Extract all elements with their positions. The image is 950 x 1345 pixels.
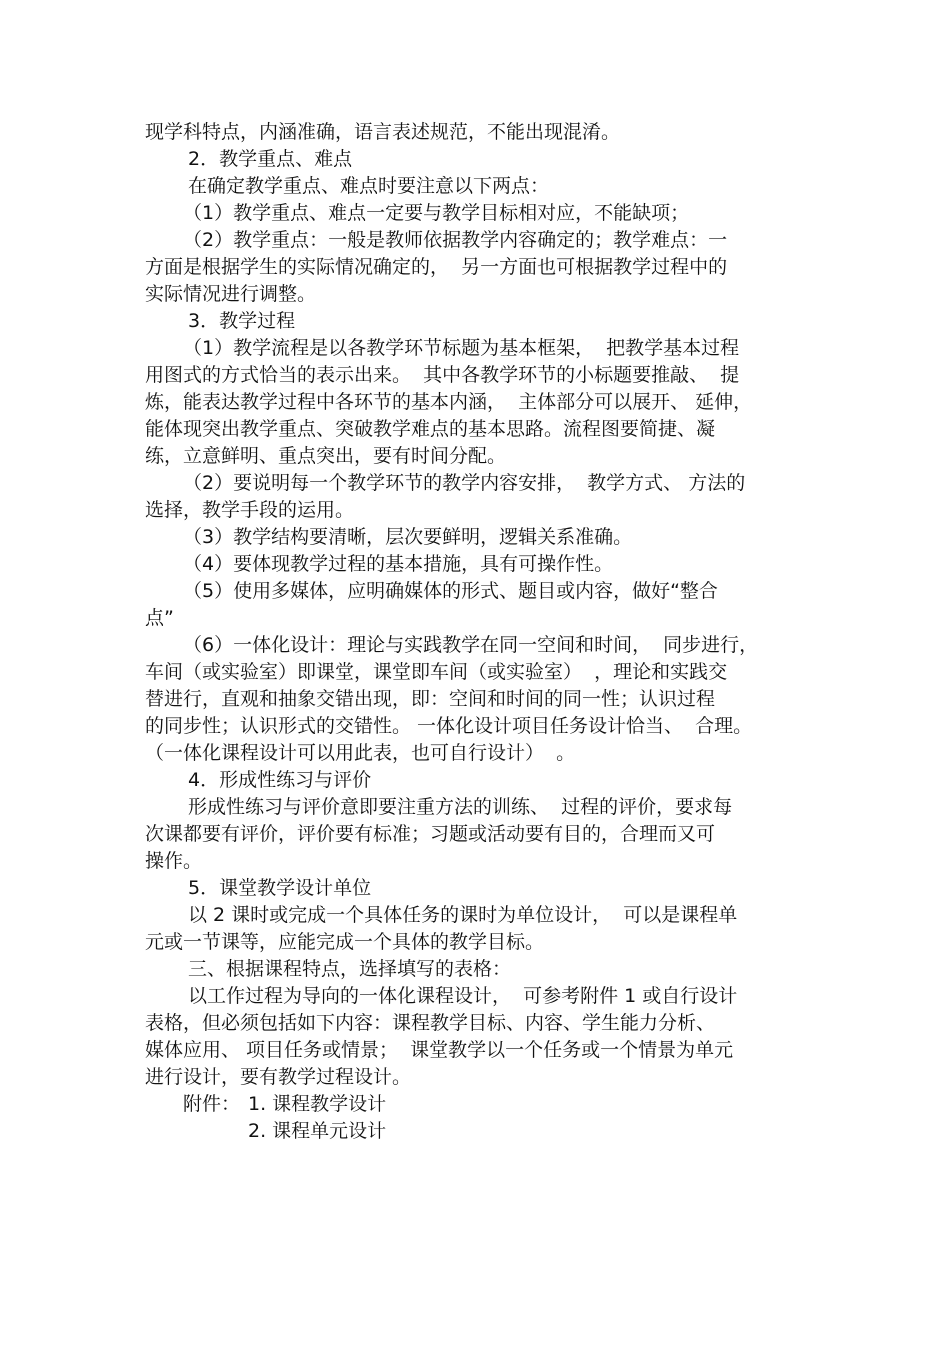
- attachment-item: 1. 课程教学设计: [248, 1093, 387, 1115]
- text-line: 表格，但必须包括如下内容：课程教学目标、内容、学生能力分析、: [145, 1012, 716, 1034]
- text-line: 点”: [145, 607, 174, 629]
- text-line: 形成性练习与评价意即要注重方法的训练、 过程的评价，要求每: [188, 796, 733, 818]
- list-item: （6）一体化设计：理论与实践教学在同一空间和时间， 同步进行，: [183, 634, 759, 656]
- text-line: 方面是根据学生的实际情况确定的， 另一方面也可根据教学过程中的: [145, 256, 728, 278]
- list-item: （5）使用多媒体，应明确媒体的形式、题目或内容，做好“整合: [183, 580, 718, 602]
- list-item: （3）教学结构要清晰，层次要鲜明，逻辑关系准确。: [183, 526, 633, 548]
- section-heading: 3．教学过程: [188, 310, 296, 332]
- section-heading: 三、根据课程特点，选择填写的表格：: [188, 958, 512, 980]
- list-item: （1）教学重点、难点一定要与教学目标相对应，不能缺项；: [183, 202, 690, 224]
- list-item: （2）要说明每一个教学环节的教学内容安排， 教学方式、 方法的: [183, 472, 746, 494]
- text-line: 现学科特点，内涵准确，语言表述规范，不能出现混淆。: [145, 121, 621, 143]
- text-line: （一体化课程设计可以用此表，也可自行设计） 。: [145, 742, 576, 764]
- text-line: 操作。: [145, 850, 203, 872]
- attachment-item: 2. 课程单元设计: [248, 1120, 387, 1142]
- text-line: 车间（或实验室）即课堂，课堂即车间（或实验室） ，理论和实践交: [145, 661, 728, 683]
- section-heading: 4．形成性练习与评价: [188, 769, 372, 791]
- text-line: 实际情况进行调整。: [145, 283, 317, 305]
- text-line: 能体现突出教学重点、突破教学难点的基本思路。流程图要简捷、凝: [145, 418, 716, 440]
- text-line: 替进行，直观和抽象交错出现，即：空间和时间的同一性；认识过程: [145, 688, 716, 710]
- text-line: 用图式的方式恰当的表示出来。 其中各教学环节的小标题要推敲、 提: [145, 364, 740, 386]
- text-line: 在确定教学重点、难点时要注意以下两点：: [188, 175, 550, 197]
- text-line: 进行设计，要有教学过程设计。: [145, 1066, 412, 1088]
- list-item: （2）教学重点：一般是教师依据教学内容确定的；教学难点：一: [183, 229, 728, 251]
- text-line: 以 2 课时或完成一个具体任务的课时为单位设计， 可以是课程单: [188, 904, 738, 926]
- text-line: 炼，能表达教学过程中各环节的基本内涵， 主体部分可以展开、 延伸，: [145, 391, 753, 413]
- text-line: 的同步性；认识形式的交错性。 一体化设计项目任务设计恰当、 合理。: [145, 715, 753, 737]
- list-item: （1）教学流程是以各教学环节标题为基本框架， 把教学基本过程: [183, 337, 740, 359]
- section-heading: 2．教学重点、难点: [188, 148, 353, 170]
- text-line: 元或一节课等，应能完成一个具体的教学目标。: [145, 931, 545, 953]
- text-line: 以工作过程为导向的一体化课程设计， 可参考附件 1 或自行设计: [188, 985, 738, 1007]
- section-heading: 5．课堂教学设计单位: [188, 877, 372, 899]
- list-item: （4）要体现教学过程的基本措施，具有可操作性。: [183, 553, 614, 575]
- text-line: 媒体应用、 项目任务或情景； 课堂教学以一个任务或一个情景为单元: [145, 1039, 734, 1061]
- attachments-label: 附件：: [183, 1093, 241, 1115]
- text-line: 选择，教学手段的运用。: [145, 499, 355, 521]
- text-line: 次课都要有评价，评价要有标准；习题或活动要有目的，合理而又可: [145, 823, 716, 845]
- text-line: 练，立意鲜明、重点突出，要有时间分配。: [145, 445, 507, 467]
